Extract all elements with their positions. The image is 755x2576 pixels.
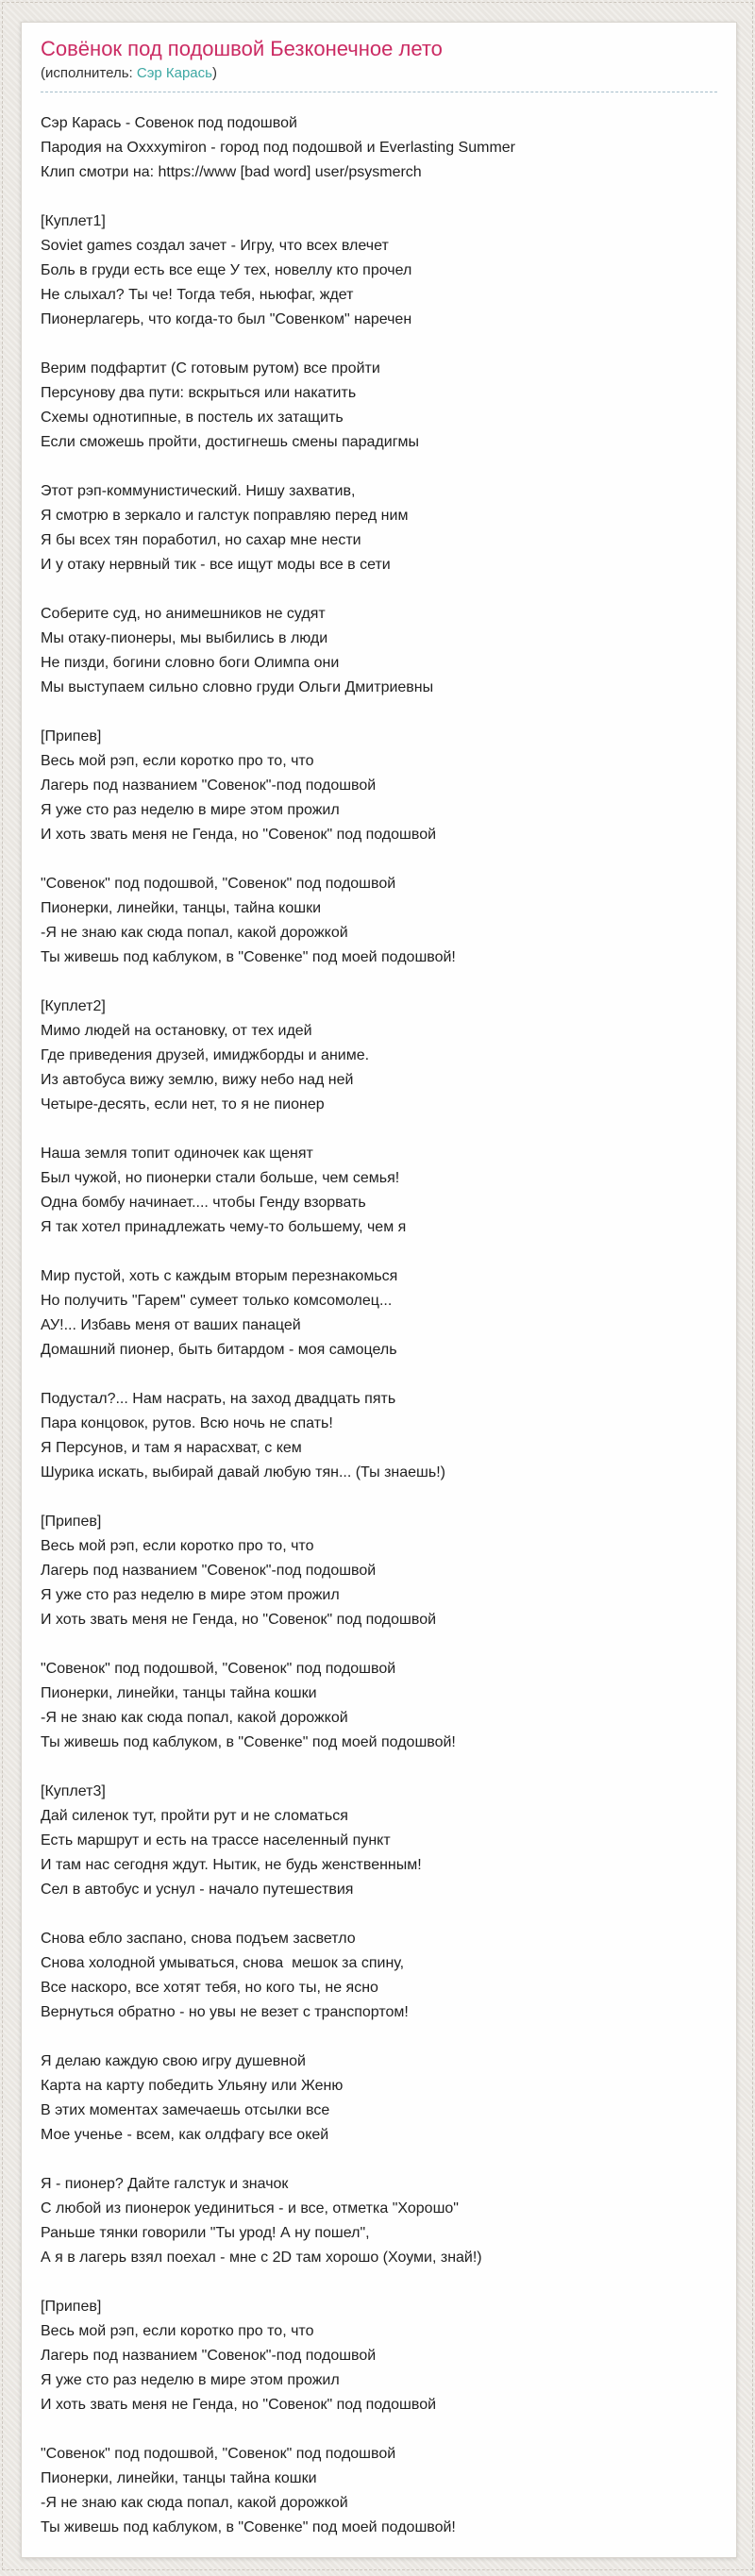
lyric-line: Снова холодной умываться, снова мешок за спину,: [41, 1955, 405, 1971]
lyric-line: "Совенок" под подошвой, "Совенок" под подошвой: [41, 2446, 396, 2462]
lyric-line: Верим подфартит (С готовым рутом) все пройти: [41, 360, 380, 376]
lyric-line: Где приведения друзей, имиджборды и аниме.: [41, 1047, 370, 1063]
lyric-line: Но получить "Гарем" сумеет только комсомолец...: [41, 1293, 393, 1309]
lyric-line: [Припев]: [41, 728, 102, 744]
lyric-line: Сэр Карась - Совенок под подошвой: [41, 115, 297, 131]
lyric-line: -Я не знаю как сюда попал, какой дорожкой: [41, 1710, 348, 1726]
lyric-line: В этих моментах замечаешь отсылки все: [41, 2102, 330, 2118]
lyric-line: Раньше тянки говорили "Ты урод! А ну пошел",: [41, 2225, 370, 2241]
lyrics-stanza: [41, 1927, 717, 2025]
lyric-line: И там нас сегодня ждут. Нытик, не будь женственным!: [41, 1857, 422, 1873]
lyric-line: А я в лагерь взял поехал - мне с 2D там хорошо (Хоуми, знай!): [41, 2250, 482, 2266]
performer-link[interactable]: Сэр Карась: [136, 65, 212, 81]
lyric-line: Не слыхал? Ты че! Тогда тебя, ньюфаг, ждет: [41, 287, 354, 303]
performer-suffix: ): [211, 65, 217, 81]
lyric-line: Пионерки, линейки, танцы тайна кошки: [41, 2470, 317, 2486]
lyric-line: Ты живешь под каблуком, в "Совенке" под моей подошвой!: [41, 2519, 456, 2535]
lyric-line: Я - пионер? Дайте галстук и значок: [41, 2176, 289, 2192]
lyric-line: Пионерки, линейки, танцы тайна кошки: [41, 1685, 317, 1701]
lyric-line: Лагерь под названием "Совенок"-под подошвой: [41, 2348, 377, 2364]
lyric-line: Мир пустой, хоть с каждым вторым перезнакомься: [41, 1268, 398, 1284]
lyrics-stanza: [41, 1142, 717, 1240]
lyrics-stanza: [41, 479, 717, 577]
lyric-line: Клип смотри на: https://www [bad word] user/psysmerch: [41, 164, 422, 180]
lyric-line: Если сможешь пройти, достигнешь смены парадигмы: [41, 434, 420, 450]
lyric-line: [Припев]: [41, 1514, 102, 1530]
lyrics-text: [41, 111, 717, 2540]
lyric-line: Был чужой, но пионерки стали больше, чем семья!: [41, 1170, 400, 1186]
lyric-line: Пионерки, линейки, танцы, тайна кошки: [41, 900, 322, 916]
lyrics-stanza: [41, 1657, 717, 1755]
lyric-line: Мимо людей на остановку, от тех идей: [41, 1023, 312, 1039]
lyric-line: Четыре-десять, если нет, то я не пионер: [41, 1096, 325, 1112]
lyric-line: И хоть звать меня не Генда, но "Совенок" под подошвой: [41, 1612, 437, 1628]
lyric-line: Я смотрю в зеркало и галстук поправляю перед ним: [41, 508, 409, 524]
lyrics-stanza: [41, 872, 717, 970]
lyric-line: Сел в автобус и уснул - начало путешествия: [41, 1882, 354, 1898]
lyric-line: С любой из пионерок уединиться - и все, отметка "Хорошо": [41, 2200, 459, 2216]
lyric-line: Этот рэп-коммунистический. Нишу захватив,: [41, 483, 356, 499]
lyrics-stanza: [41, 111, 717, 185]
lyric-line: [Куплет3]: [41, 1783, 106, 1799]
lyrics-stanza: [41, 1780, 717, 1902]
lyric-line: Мы отаку-пионеры, мы выбились в люди: [41, 630, 328, 646]
lyric-line: Одна бомбу начинает.... чтобы Генду взорвать: [41, 1195, 366, 1211]
lyric-line: Из автобуса вижу землю, вижу небо над ней: [41, 1072, 354, 1088]
lyric-line: И у отаку нервный тик - все ищут моды все в сети: [41, 557, 391, 573]
performer-line: [41, 63, 717, 92]
lyrics-stanza: [41, 2172, 717, 2270]
lyric-line: [Куплет2]: [41, 998, 106, 1014]
lyrics-stanza: [41, 2295, 717, 2417]
lyrics-stanza: [41, 357, 717, 455]
performer-prefix: (исполнитель:: [41, 65, 137, 81]
lyric-line: Я Персунов, и там я нарасхват, с кем: [41, 1440, 302, 1456]
lyric-line: Я делаю каждую свою игру душевной: [41, 2053, 306, 2069]
lyric-line: Схемы однотипные, в постель их затащить: [41, 410, 344, 426]
lyric-line: Вернуться обратно - но увы не везет с транспортом!: [41, 2004, 409, 2020]
lyric-line: Лагерь под названием "Совенок"-под подошвой: [41, 778, 377, 794]
lyrics-stanza: [41, 1510, 717, 1632]
lyric-line: Дай силенок тут, пройти рут и не сломаться: [41, 1808, 348, 1824]
lyric-line: Домашний пионер, быть битардом - моя самоцель: [41, 1342, 397, 1358]
lyric-line: Ты живешь под каблуком, в "Совенке" под моей подошвой!: [41, 949, 456, 965]
lyric-line: АУ!... Избавь меня от ваших панацей: [41, 1317, 301, 1333]
lyric-line: Снова ебло заспано, снова подъем засветло: [41, 1931, 356, 1947]
lyrics-stanza: [41, 1264, 717, 1363]
lyric-line: -Я не знаю как сюда попал, какой дорожкой: [41, 925, 348, 941]
lyrics-stanza: [41, 2049, 717, 2148]
lyric-line: Мое ученье - всем, как олдфагу все окей: [41, 2127, 329, 2143]
lyric-line: "Совенок" под подошвой, "Совенок" под подошвой: [41, 1661, 396, 1677]
lyric-line: [Куплет1]: [41, 213, 106, 229]
lyric-line: Я так хотел принадлежать чему-то большему, чем я: [41, 1219, 407, 1235]
lyric-line: Я бы всех тян поработил, но сахар мне нести: [41, 532, 361, 548]
lyric-line: Все наскоро, все хотят тебя, но кого ты, не ясно: [41, 1980, 378, 1996]
lyric-line: И хоть звать меня не Генда, но "Совенок" под подошвой: [41, 2397, 437, 2413]
lyrics-stanza: [41, 725, 717, 847]
lyrics-stanza: [41, 602, 717, 700]
lyric-line: Ты живешь под каблуком, в "Совенке" под моей подошвой!: [41, 1734, 456, 1750]
lyrics-card: [21, 22, 737, 2558]
lyrics-stanza: [41, 1387, 717, 1485]
lyric-line: Весь мой рэп, если коротко про то, что: [41, 1538, 314, 1554]
lyric-line: Пионерлагерь, что когда-то был "Совенком" наречен: [41, 311, 412, 327]
lyric-line: [Припев]: [41, 2299, 102, 2315]
lyric-line: Соберите суд, но анимешников не судят: [41, 606, 326, 622]
lyric-line: Наша земля топит одиночек как щенят: [41, 1146, 313, 1162]
lyrics-stanza: [41, 209, 717, 332]
lyric-line: Я уже сто раз неделю в мире этом прожил: [41, 1587, 340, 1603]
lyric-line: Весь мой рэп, если коротко про то, что: [41, 2323, 314, 2339]
lyric-line: Подустал?... Нам насрать, на заход двадцать пять: [41, 1391, 396, 1407]
lyric-line: Шурика искать, выбирай давай любую тян... (Ты знаешь!): [41, 1464, 445, 1480]
lyrics-stanza: [41, 995, 717, 1117]
lyric-line: Мы выступаем сильно словно груди Ольги Дмитриевны: [41, 679, 434, 695]
lyric-line: Не пизди, богини словно боги Олимпа они: [41, 655, 340, 671]
page-title: Совёнок под подошвой Безконечное лето: [41, 37, 443, 60]
lyric-line: Я уже сто раз неделю в мире этом прожил: [41, 802, 340, 818]
lyric-line: Карта на карту победить Ульяну или Женю: [41, 2078, 344, 2094]
lyric-line: Пара концовок, рутов. Всю ночь не спать!: [41, 1415, 333, 1431]
lyric-line: Персунову два пути: вскрыться или накатить: [41, 385, 357, 401]
lyrics-stanza: [41, 2442, 717, 2540]
lyric-line: Я уже сто раз неделю в мире этом прожил: [41, 2372, 340, 2388]
lyric-line: -Я не знаю как сюда попал, какой дорожкой: [41, 2495, 348, 2511]
lyric-line: Боль в груди есть все еще У тех, новеллу кто прочел: [41, 262, 412, 278]
lyric-line: Лагерь под названием "Совенок"-под подошвой: [41, 1563, 377, 1579]
lyric-line: Есть маршрут и есть на трассе населенный пункт: [41, 1832, 391, 1848]
lyric-line: И хоть звать меня не Генда, но "Совенок" под подошвой: [41, 827, 437, 843]
lyric-line: Пародия на Oxxxymiron - город под подошвой и Everlasting Summer: [41, 140, 515, 156]
lyric-line: "Совенок" под подошвой, "Совенок" под подошвой: [41, 876, 396, 892]
lyric-line: Soviet games создал зачет - Игру, что всех влечет: [41, 238, 389, 254]
lyric-line: Весь мой рэп, если коротко про то, что: [41, 753, 314, 769]
